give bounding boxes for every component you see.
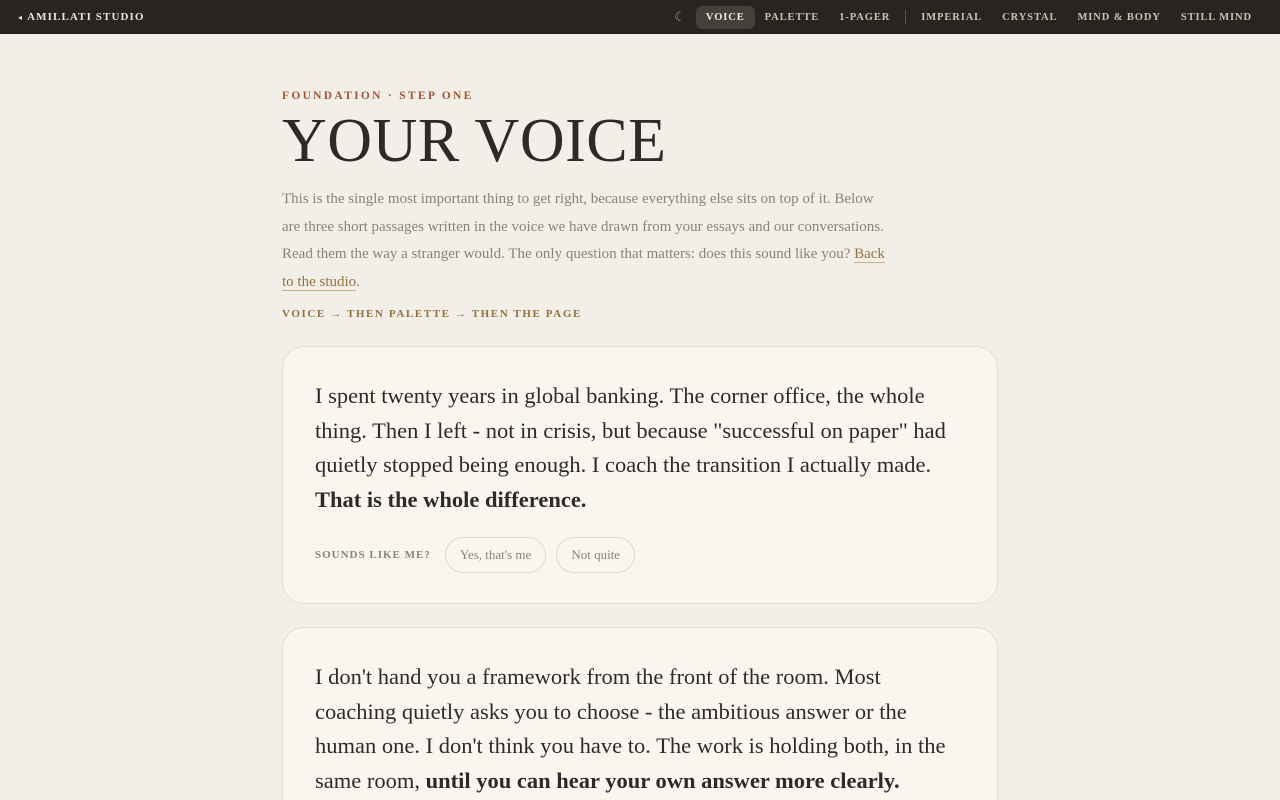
passage-text [315,379,965,517]
nav-item-mind-body[interactable]: MIND & BODY [1077,11,1161,23]
moon-icon[interactable]: ☾ [674,9,686,24]
yes-thats-me-button[interactable]: Yes, that's me [445,537,546,573]
back-to-studio-link[interactable] [18,11,145,23]
feedback-label: SOUNDS LIKE ME? [315,549,431,561]
step-eyebrow: FOUNDATION · STEP ONE [282,90,474,102]
process-flow: VOICE → THEN PALETTE → THEN THE PAGE [282,308,582,320]
back-arrow-icon: ◂ [18,13,24,22]
passage-body: I don't hand you a framework from the front of the room. Most coaching quietly asks you to choose - the ambitious answer or the human one. I don't think you have to. The work is holding both, in the same room, [315,664,946,793]
voice-passage-card [282,346,998,604]
page-title: YOUR VOICE [282,107,667,175]
nav-item-voice[interactable]: VOICE [696,6,755,29]
passage-text [315,660,965,798]
passage-emphasis: That is the whole difference. [315,486,587,512]
nav-item-imperial[interactable]: IMPERIAL [921,11,983,23]
feedback-row [315,537,965,573]
passage-emphasis: until you can hear your own answer more clearly. [425,767,900,793]
nav-item-palette[interactable]: PALETTE [764,11,820,23]
intro-text: This is the single most important thing to get right, because everything else sits on top of it. Below are three short passages written in the voice we have drawn from your essays and our conversations. Read them the way a stranger would. The only question that matters: does this sound like you? [282,191,884,262]
top-nav-bar [0,0,1280,34]
section-nav [674,0,1262,34]
intro-paragraph [282,186,886,296]
voice-passage-card [282,627,998,800]
passage-body: I spent twenty years in global banking. The corner office, the whole thing. Then I left - not in crisis, but because "successful on paper" had quietly stopped being enough. I coach the transition I actually made. [315,383,946,477]
nav-item-1-pager[interactable]: 1-PAGER [839,11,891,23]
not-quite-button[interactable]: Not quite [556,537,635,573]
intro-period: . [356,273,360,290]
nav-item-still-mind[interactable]: STILL MIND [1180,11,1252,23]
nav-divider [905,10,906,24]
nav-item-crystal[interactable]: CRYSTAL [1002,11,1058,23]
brand-label: AMILLATI STUDIO [27,11,145,23]
main-content [282,34,998,800]
back-to-studio-inline-link[interactable]: Back to the studio [282,246,885,290]
